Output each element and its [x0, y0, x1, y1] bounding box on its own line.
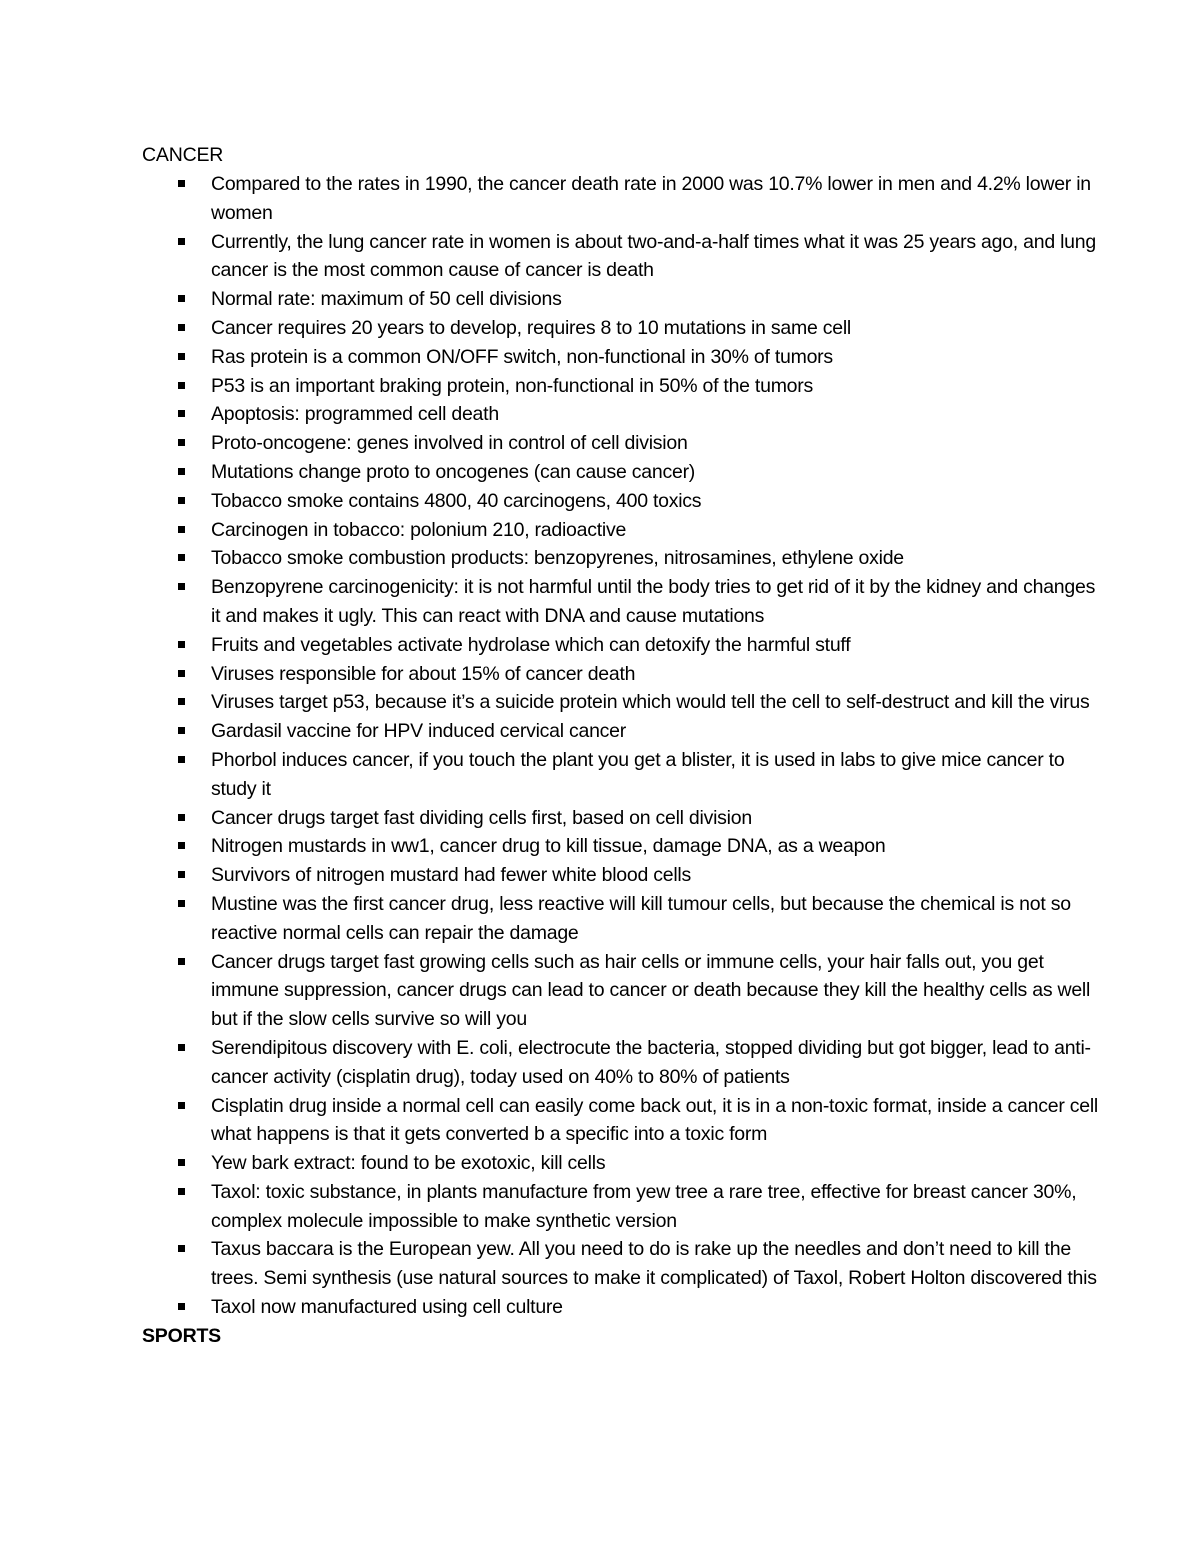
list-item [142, 487, 1102, 516]
list-item [142, 516, 1102, 545]
list-item-text: Serendipitous discovery with E. coli, electrocute the bacteria, stopped dividing but got bigger, lead to anti- cancer activity (cisplatin drug), today used on 40% to 80% of patients [211, 1036, 1091, 1088]
list-item [142, 1235, 1102, 1293]
list-item-text: Currently, the lung cancer rate in women is about two-and-a-half times what it was 25 years ago, and lung cancer is the most common cause of cancer is death [211, 230, 1096, 282]
list-item-text: Fruits and vegetables activate hydrolase which can detoxify the harmful stuff [211, 633, 851, 656]
list-item [142, 314, 1102, 343]
square-bullet-icon [178, 1188, 185, 1195]
list-item-text: Ras protein is a common ON/OFF switch, non-functional in 30% of tumors [211, 345, 833, 368]
list-item [142, 170, 1102, 228]
list-item-text: Phorbol induces cancer, if you touch the plant you get a blister, it is used in labs to give mice cancer to study it [211, 748, 1065, 800]
list-item [142, 372, 1102, 401]
list-item-text: Gardasil vaccine for HPV induced cervical cancer [211, 720, 627, 743]
list-item-text: Cancer requires 20 years to develop, requires 8 to 10 mutations in same cell [211, 316, 852, 339]
list-item-text: Survivors of nitrogen mustard had fewer white blood cells [211, 864, 691, 887]
list-item-text: Normal rate: maximum of 50 cell divisions [211, 288, 562, 311]
square-bullet-icon [178, 1159, 185, 1166]
list-item [142, 458, 1102, 487]
list-item-text: P53 is an important braking protein, non-functional in 50% of the tumors [211, 374, 814, 397]
list-item [142, 544, 1102, 573]
square-bullet-icon [178, 1044, 185, 1051]
list-item-text: Proto-oncogene: genes involved in control of cell division [211, 432, 688, 455]
list-item-text: Cancer drugs target fast growing cells such as hair cells or immune cells, your hair falls out, you get immune suppression, cancer drugs can lead to cancer or death because they kill the healthy cells as well but if the slow cells survive so will you [211, 950, 1091, 1031]
square-bullet-icon [178, 439, 185, 446]
cancer-bullet-list [142, 170, 1102, 1322]
list-item [142, 746, 1102, 804]
list-item [142, 1034, 1102, 1092]
list-item [142, 228, 1102, 286]
section-heading-cancer: CANCER [142, 144, 224, 166]
square-bullet-icon [178, 698, 185, 705]
list-item-text: Compared to the rates in 1990, the cancer death rate in 2000 was 10.7% lower in men and 4.2% lower in women [211, 173, 1091, 224]
square-bullet-icon [178, 468, 185, 475]
square-bullet-icon [178, 900, 185, 907]
list-item-text: Carcinogen in tobacco: polonium 210, radioactive [211, 518, 627, 541]
square-bullet-icon [178, 871, 185, 878]
square-bullet-icon [178, 670, 185, 677]
square-bullet-icon [178, 1102, 185, 1109]
list-item-text: Mutations change proto to oncogenes (can cause cancer) [211, 460, 696, 483]
list-item [142, 1149, 1102, 1178]
square-bullet-icon [178, 727, 185, 734]
list-item [142, 948, 1102, 1034]
list-item-text: Tobacco smoke combustion products: benzopyrenes, nitrosamines, ethylene oxide [211, 547, 904, 570]
list-item [142, 631, 1102, 660]
square-bullet-icon [178, 526, 185, 533]
document-content [142, 141, 1102, 1351]
list-item-text: Cisplatin drug inside a normal cell can easily come back out, it is in a non-toxic format, inside a cancer cell what happens is that it gets converted b a specific into a toxic form [211, 1094, 1099, 1146]
list-item [142, 688, 1102, 717]
square-bullet-icon [178, 583, 185, 590]
square-bullet-icon [178, 295, 185, 302]
square-bullet-icon [178, 842, 185, 849]
square-bullet-icon [178, 497, 185, 504]
list-item-text: Viruses target p53, because it’s a suicide protein which would tell the cell to self-destruct and kill the virus [211, 691, 1090, 714]
square-bullet-icon [178, 756, 185, 763]
list-item-text: Tobacco smoke contains 4800, 40 carcinogens, 400 toxics [211, 489, 702, 512]
list-item [142, 660, 1102, 689]
list-item-text: Nitrogen mustards in ww1, cancer drug to kill tissue, damage DNA, as a weapon [211, 835, 886, 858]
square-bullet-icon [178, 1245, 185, 1252]
square-bullet-icon [178, 1303, 185, 1310]
square-bullet-icon [178, 554, 185, 561]
list-item [142, 573, 1102, 631]
list-item-text: Mustine was the first cancer drug, less reactive will kill tumour cells, but because the chemical is not so reactive normal cells can repair the damage [211, 892, 1071, 944]
square-bullet-icon [178, 324, 185, 331]
list-item [142, 1293, 1102, 1322]
list-item-text: Cancer drugs target fast dividing cells first, based on cell division [211, 806, 752, 829]
list-item-text: Taxol now manufactured using cell culture [211, 1296, 563, 1319]
list-item-text: Benzopyrene carcinogenicity: it is not harmful until the body tries to get rid of it by the kidney and changes it and makes it ugly. This can react with DNA and cause mutations [211, 576, 1096, 627]
list-item [142, 832, 1102, 861]
list-item [142, 1178, 1102, 1236]
square-bullet-icon [178, 180, 185, 187]
list-item-text: Taxol: toxic substance, in plants manufacture from yew tree a rare tree, effective for breast cancer 30%, complex molecule impossible to make synthetic version [211, 1180, 1077, 1232]
square-bullet-icon [178, 410, 185, 417]
square-bullet-icon [178, 238, 185, 245]
square-bullet-icon [178, 641, 185, 648]
list-item-text: Viruses responsible for about 15% of cancer death [211, 662, 636, 685]
list-item-text: Apoptosis: programmed cell death [211, 403, 499, 426]
square-bullet-icon [178, 353, 185, 360]
list-item [142, 400, 1102, 429]
square-bullet-icon [178, 814, 185, 821]
list-item [142, 1092, 1102, 1150]
square-bullet-icon [178, 958, 185, 965]
list-item [142, 285, 1102, 314]
square-bullet-icon [178, 382, 185, 389]
list-item-text: Taxus baccara is the European yew. All you need to do is rake up the needles and don’t need to kill the trees. Semi synthesis (use natural sources to make it complicated) of Taxol, Robert Holton discovered this [211, 1238, 1097, 1290]
list-item-text: Yew bark extract: found to be exotoxic, kill cells [211, 1152, 606, 1175]
list-item [142, 890, 1102, 948]
list-item [142, 717, 1102, 746]
list-item [142, 804, 1102, 833]
list-item [142, 343, 1102, 372]
list-item [142, 429, 1102, 458]
section-heading-sports: SPORTS [142, 1324, 221, 1347]
list-item [142, 861, 1102, 890]
